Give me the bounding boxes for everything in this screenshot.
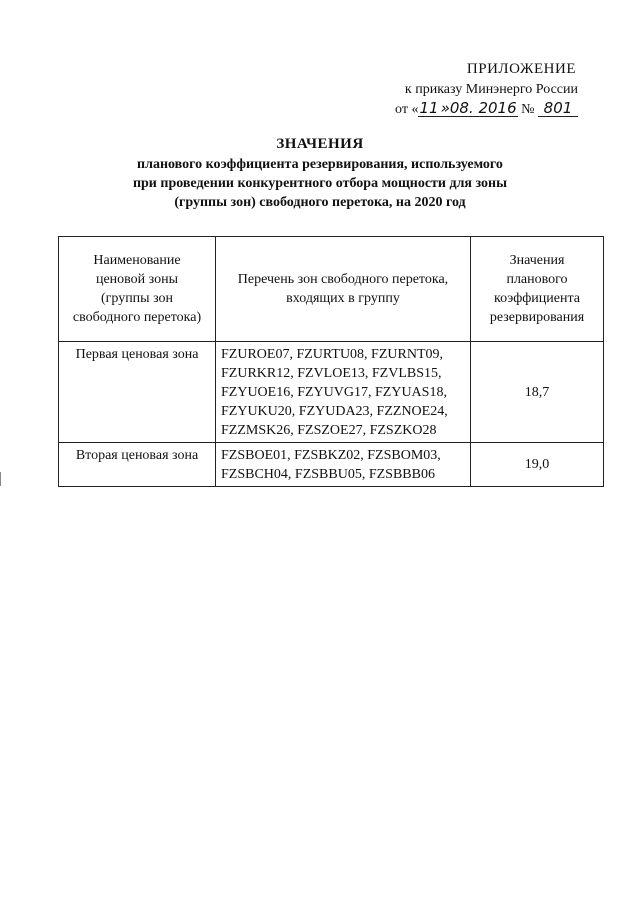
heading-line: (группы зон) свободного перетока, на 2020 год — [174, 195, 466, 210]
document-heading — [0, 135, 640, 212]
date-prefix: от « — [395, 102, 419, 117]
number-label: № — [521, 102, 535, 117]
handwritten-day: 11 — [419, 99, 439, 117]
order-reference: к приказу Минэнерго России — [404, 82, 578, 97]
appendix-stamp — [395, 60, 578, 119]
coefficient-value-cell: 18,7 — [471, 342, 604, 443]
table-row — [59, 342, 604, 443]
table-header-row — [59, 237, 604, 342]
heading-title: ЗНАЧЕНИЯ — [276, 136, 364, 152]
heading-line: планового коэффициента резервирования, используемого — [137, 157, 503, 172]
heading-line: при проведении конкурентного отбора мощности для зоны — [132, 176, 508, 191]
order-date-line — [395, 100, 578, 119]
header-zone-list: Перечень зон свободного перетока, входящих в группу — [216, 237, 471, 342]
zone-members-cell: FZSBOE01, FZSBKZ02, FZSBOM03, FZSBCH04, FZSBBU05, FZSBBB06 — [216, 443, 471, 487]
appendix-title: ПРИЛОЖЕНИЕ — [466, 61, 576, 77]
handwritten-order-number: 801 — [538, 100, 578, 117]
table-row — [59, 443, 604, 487]
reserve-coefficient-table — [58, 236, 604, 487]
zone-name-cell: Первая ценовая зона — [59, 342, 216, 443]
zone-members-cell: FZUROE07, FZURTU08, FZURNT09, FZURKR12, FZVLOE13, FZVLBS15, FZYUOE16, FZYUVG17, FZYUAS18, FZYUKU20, FZYUDA23, FZZNOE24, FZZMSK26, FZSZOE27, FZSZKO28 — [216, 342, 471, 443]
coefficient-value-cell: 19,0 — [471, 443, 604, 487]
header-coefficient: Значения планового коэффициента резервирования — [471, 237, 604, 342]
scan-artifact — [0, 472, 1, 486]
header-price-zone: Наименование ценовой зоны (группы зон свободного перетока) — [59, 237, 216, 342]
handwritten-month-year: »08. 2016 — [440, 99, 517, 117]
zone-name-cell: Вторая ценовая зона — [59, 443, 216, 487]
